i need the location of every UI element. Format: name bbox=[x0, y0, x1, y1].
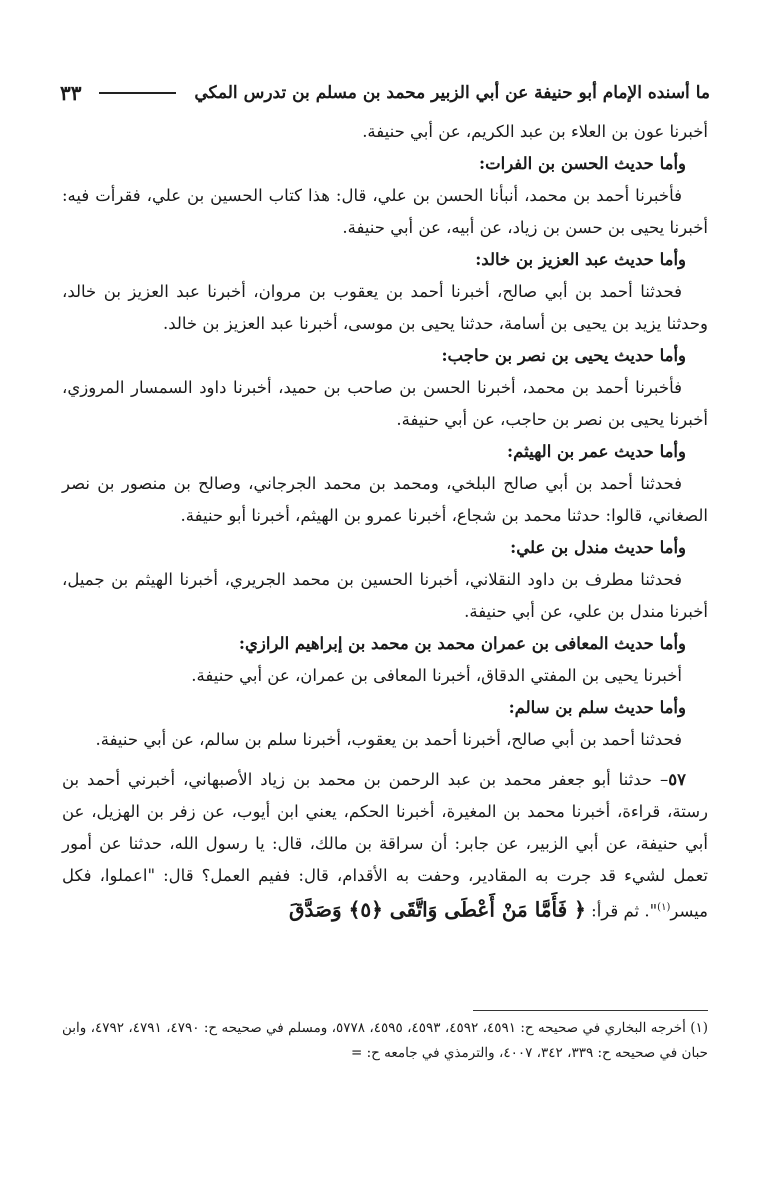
section-heading: وأما حديث سلم بن سالم: bbox=[508, 698, 686, 717]
running-title: ما أسنده الإمام أبو حنيفة عن أبي الزبير محمد بن مسلم بن تدرس المكي bbox=[194, 83, 710, 103]
page-header bbox=[60, 78, 710, 108]
section-heading: وأما حديث مندل بن علي: bbox=[510, 538, 686, 557]
main-text bbox=[62, 116, 708, 928]
paragraph: فحدثنا أحمد بن أبي صالح، أخبرنا أحمد بن يعقوب بن مروان، أخبرنا عبد العزيز بن خالد، وحدثنا يزيد بن يحيى بن أسامة، حدثنا يحيى بن موسى، أخبرنا عبد العزيز بن خالد. bbox=[62, 282, 708, 333]
hadith-text: حدثنا أبو جعفر محمد بن عبد الرحمن بن محمد بن زياد الأصبهاني، أخبرني أحمد بن رستة، قراءة، أخبرنا محمد بن المغيرة، أخبرنا الحكم، يعني ابن أيوب، عن زفر بن الهزيل، عن أبي حنيفة، عن أبي الزبير، عن جابر: أن سراقة بن مالك، قال: يا رسول الله، حدثنا عن أمور تعمل لشيء قد جرت به المقادير، وحفت به الأقدام، قال: ففيم العمل؟ قال: "اعملوا، فكل ميسر bbox=[62, 770, 708, 921]
footnotes bbox=[62, 1016, 708, 1066]
footnote-separator bbox=[473, 1010, 708, 1011]
paragraph: فأخبرنا أحمد بن محمد، أنبأنا الحسن بن علي، قال: هذا كتاب الحسين بن علي، فقرأت فيه: أخبرنا يحيى بن حسن بن زياد، عن أبيه، عن أبي حنيفة. bbox=[62, 186, 708, 237]
section-heading: وأما حديث يحيى بن نصر بن حاجب: bbox=[441, 346, 686, 365]
quran-verse: ﴿ فَأَمَّا مَنْ أَعْطَى وَاتَّقَى ﴿٥﴾ وَصَدَّقَ bbox=[289, 897, 586, 922]
paragraph: فأخبرنا أحمد بن محمد، أخبرنا الحسن بن صاحب بن حميد، أخبرنا داود السمسار المروزي، أخبرنا يحيى بن نصر بن حاجب، عن أبي حنيفة. bbox=[62, 378, 708, 429]
hadith-number: ٥٧ bbox=[668, 770, 686, 789]
section-heading: وأما حديث عبد العزيز بن خالد: bbox=[475, 250, 686, 269]
paragraph: فحدثنا أحمد بن أبي صالح البلخي، ومحمد بن محمد الجرجاني، وصالح بن منصور بن نصر الصغاني، قالوا: حدثنا محمد بن شجاع، أخبرنا عمرو بن الهيثم، أخبرنا أبو حنيفة. bbox=[62, 474, 708, 525]
section-heading: وأما حديث المعافى بن عمران محمد بن محمد بن إبراهيم الرازي: bbox=[238, 634, 686, 653]
paragraph: أخبرنا عون بن العلاء بن عبد الكريم، عن أبي حنيفة. bbox=[362, 122, 708, 141]
footnote: (١) أخرجه البخاري في صحيحه ح: ٤٥٩١، ٤٥٩٢، ٤٥٩٣، ٤٥٩٥، ٥٧٧٨، ومسلم في صحيحه ح: ٤٧٩٠، ٤٧٩١، ٤٧٩٢، وابن حبان في صحيحه ح: ٣٣٩، ٣٤٢، ٤٠٠٧، والترمذي في جامعه ح: = bbox=[62, 1020, 709, 1061]
hadith-text-after: ". ثم قرأ: bbox=[585, 901, 658, 921]
hadith-entry bbox=[62, 764, 708, 928]
hadith-dash: – bbox=[652, 770, 669, 789]
footnote-ref[interactable]: (١) bbox=[657, 902, 671, 913]
section-heading: وأما حديث عمر بن الهيثم: bbox=[507, 442, 686, 461]
section-heading: وأما حديث الحسن بن الفرات: bbox=[478, 154, 686, 173]
header-rule bbox=[99, 92, 176, 94]
page-number: ٣٣ bbox=[60, 81, 82, 105]
paragraph: فحدثنا مطرف بن داود النقلاني، أخبرنا الحسين بن محمد الجريري، أخبرنا الهيثم بن جميل، أخبرنا مندل بن علي، عن أبي حنيفة. bbox=[62, 570, 708, 621]
paragraph: فحدثنا أحمد بن أبي صالح، أخبرنا أحمد بن يعقوب، أخبرنا سلم بن سالم، عن أبي حنيفة. bbox=[95, 730, 682, 749]
paragraph: أخبرنا يحيى بن المفتي الدقاق، أخبرنا المعافى بن عمران، عن أبي حنيفة. bbox=[191, 666, 682, 685]
